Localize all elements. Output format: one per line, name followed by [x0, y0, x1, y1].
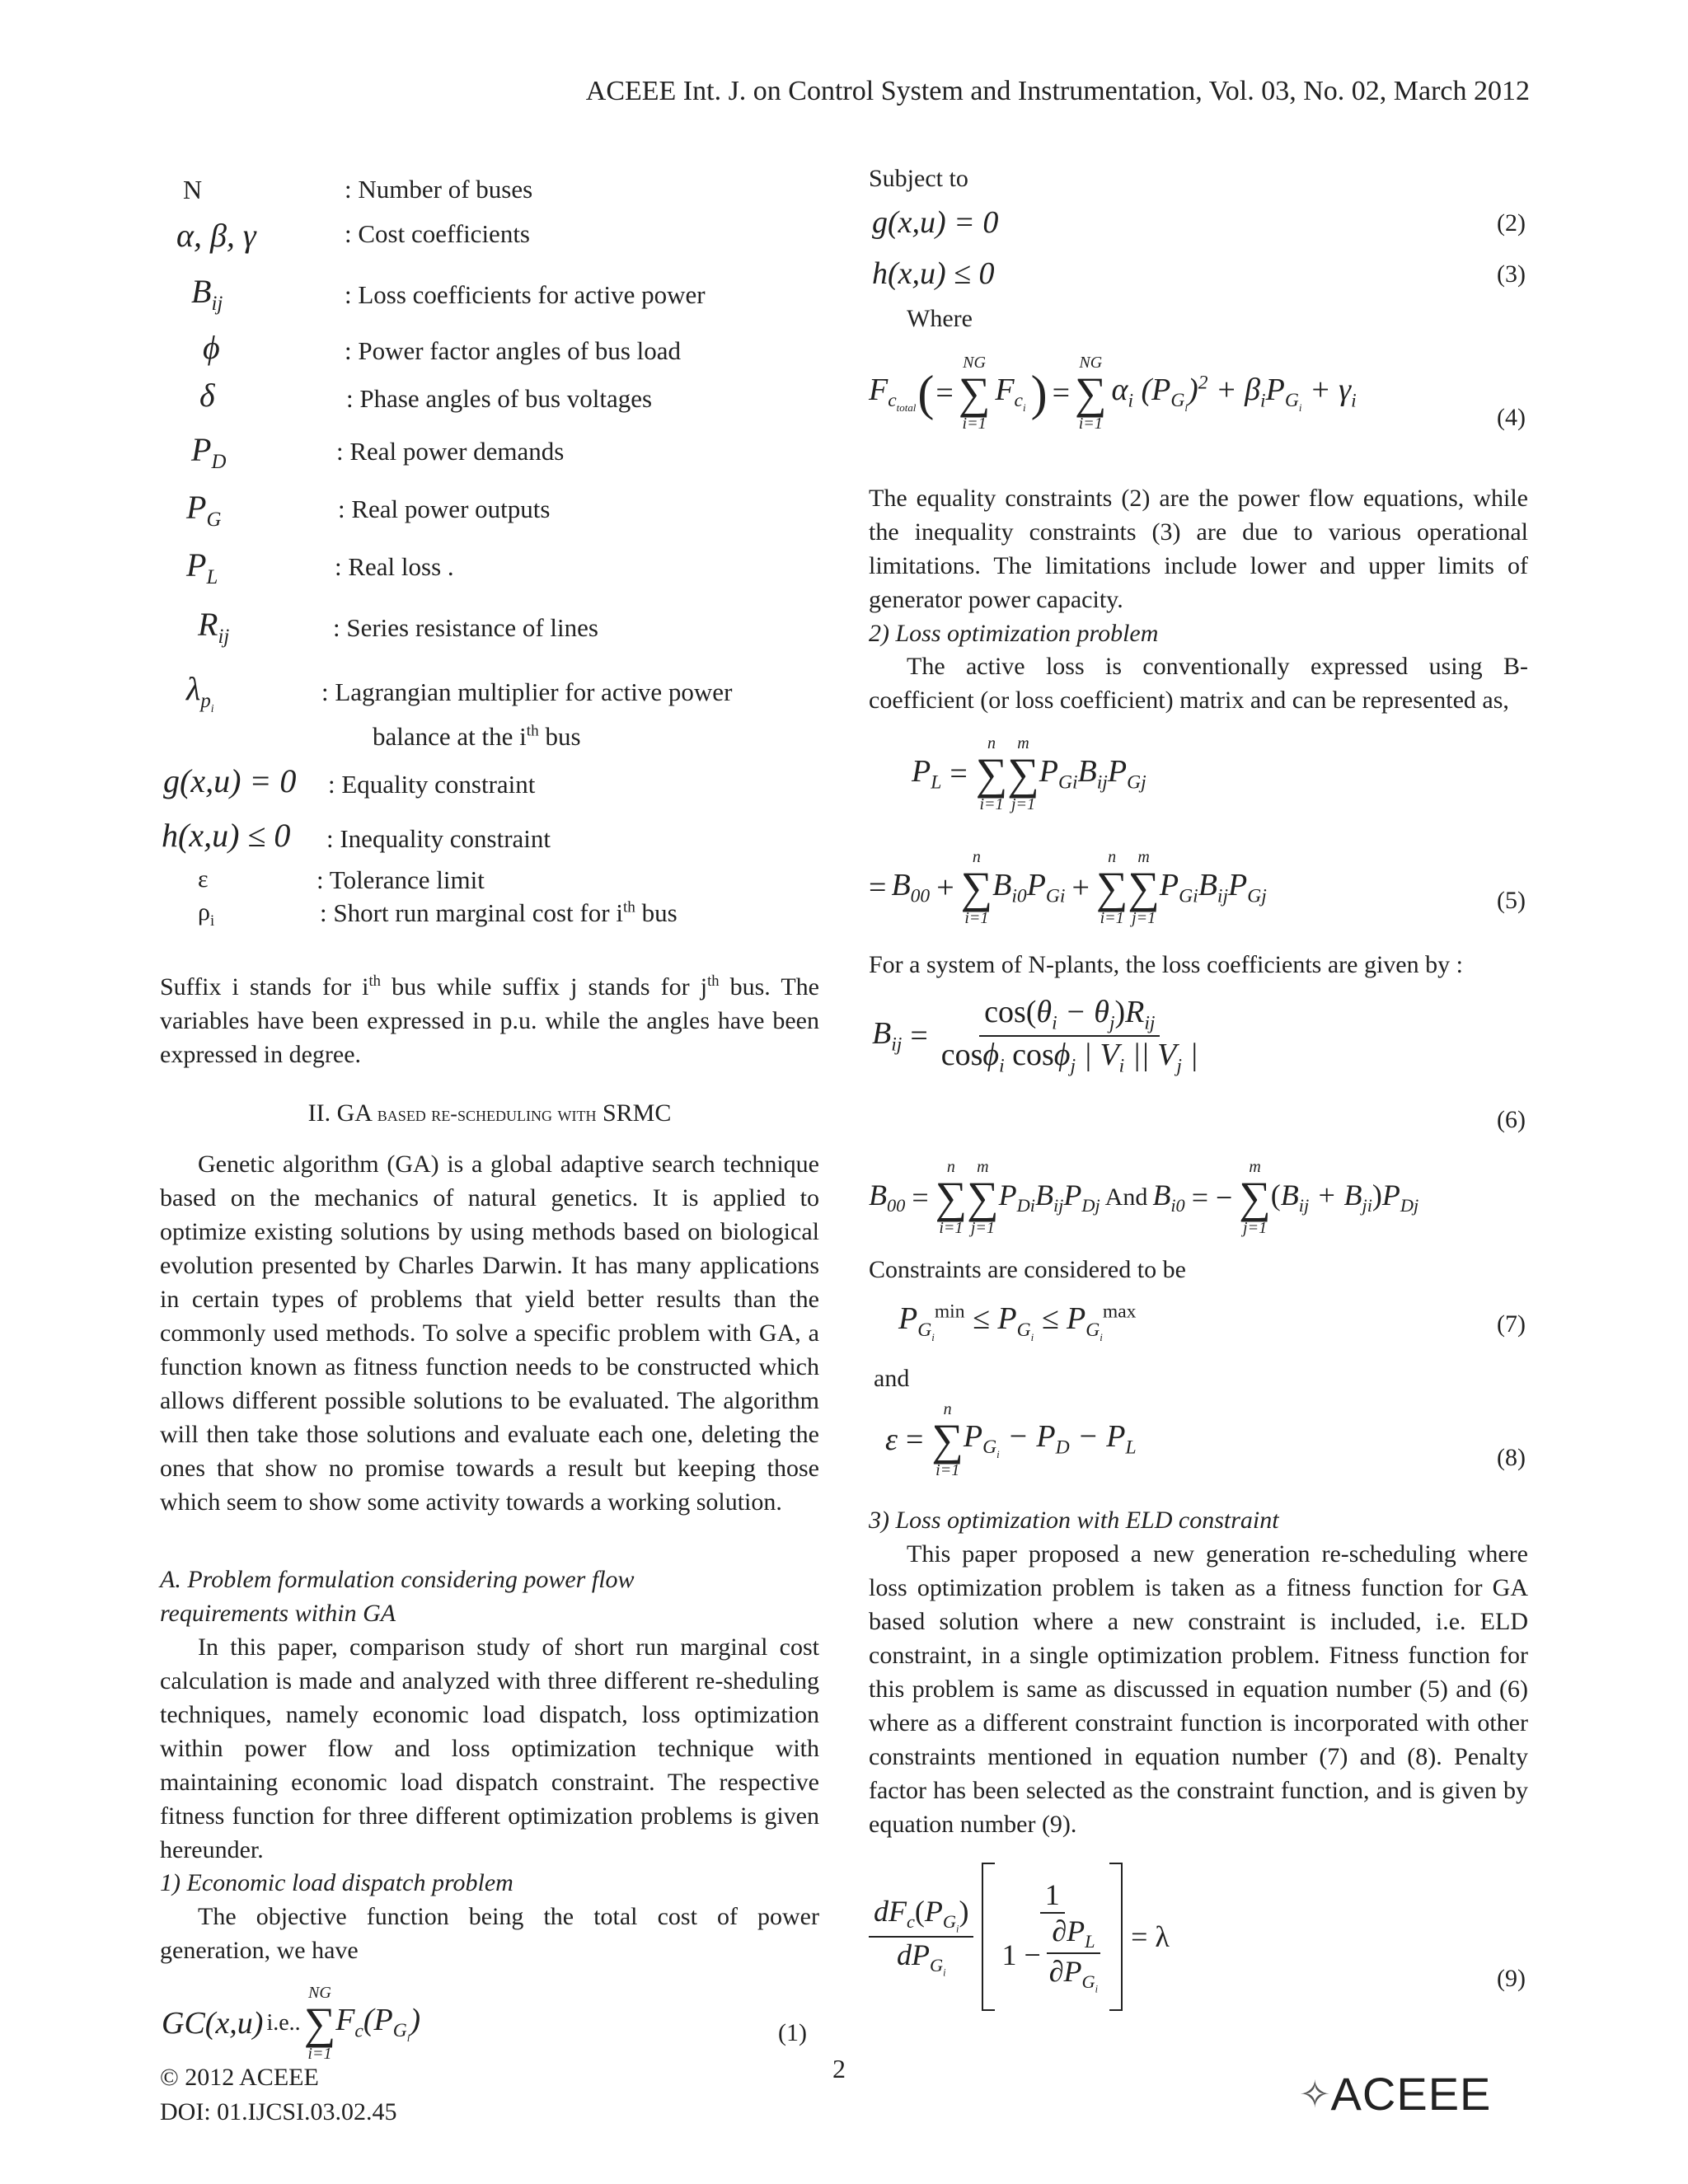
equation-5a: $P_L$ = n ∑ i=1 m ∑ j=1 $P_{Gi}B_{ij}P_{Gj}$: [912, 734, 1146, 813]
ga-paragraph: Genetic algorithm (GA) is a global adaptive search technique based on the mechanics of natural genetics. It is applied to optimize existing solutions by using methods based on biological evolution presented by Charles Darwin. It has many applications in certain types of problems that yield better results than the commonly used methods. To solve a specific problem with GA, a function known as fitness function needs to be constructed which allows different possible solutions to be evaluated. The algorithm will then take those solutions and evaluate each one, deleting the ones that show no promise towards a result but keeping those which seem to show some activity towards a working solution.: [160, 1151, 819, 1516]
equation-9-number: (9): [1497, 1965, 1526, 1992]
subsection-2-title: 2) Loss optimization problem: [869, 620, 1159, 647]
nom-def-pg: : Real power outputs: [338, 494, 551, 523]
nom-sym-cost: α, β, γ: [176, 217, 256, 254]
doi: DOI: 01.IJCSI.03.02.45: [160, 2098, 397, 2125]
nom-sym-pl: $P_L$: [186, 546, 218, 588]
nom-def-pl: : Real loss .: [335, 552, 454, 581]
subsection-a-paragraph: In this paper, comparison study of short run marginal cost calculation is made and analyzed with three different re-sheduling techniques, namely economic load dispatch, loss optimization within power flow and loss optimization technique with maintaining economic load dispatch constraint. The respective fitness function for three different optimization problems is given hereunder.: [160, 1633, 819, 1863]
nom-sym-rho: $\rho_i$: [198, 898, 215, 930]
nom-sym-pd: $P_D$: [191, 431, 227, 473]
suffix-paragraph: Suffix i stands for $i^{th}$ bus while suffix j stands for $j^{th}$ bus. The variables have been expressed in p.u. while the angles have been expressed in degree.: [160, 972, 819, 1068]
section-heading: II. GA based re-scheduling with SRMC: [307, 1099, 672, 1127]
nom-def-rij: : Series resistance of lines: [333, 613, 598, 642]
nom-sym-eps: ε: [198, 865, 209, 893]
nom-sym-pg: $P_G$: [186, 489, 222, 531]
equation-8-number: (8): [1497, 1444, 1526, 1471]
equation-1: GC(x,u) i.e.. NG ∑ i=1 $F_c(P_{G_i})$: [162, 1984, 421, 2063]
equation-7: $P_{G_i}^{min} \le P_{G_i} \le P_{G_i}^{max}$: [898, 1301, 1137, 1343]
equation-1-number: (1): [778, 2019, 807, 2046]
subsection-1-paragraph: The objective function being the total cost of power generation, we have: [160, 1903, 819, 1964]
equation-7-number: (7): [1497, 1310, 1526, 1338]
equality-paragraph: The equality constraints (2) are the power flow equations, while the inequality constraints (3) are due to various operational limitations. The limitations include lower and upper limits of generator power capacity.: [869, 485, 1528, 613]
nom-sym-bij: $B_{ij}$: [191, 273, 223, 315]
aceee-logo: ✧ ACEEE: [1299, 2068, 1492, 2120]
nom-sym-phi: ϕ: [203, 329, 220, 366]
loss-paragraph: The active loss is conventionally expressed using B-coefficient (or loss coefficient) matrix and can be represented as,: [869, 653, 1528, 714]
and-label: and: [874, 1365, 910, 1392]
equation-2: g(x,u) = 0: [872, 205, 999, 240]
nom-def-rho: : Short run marginal cost for $i^{th}$ bus: [320, 898, 678, 927]
journal-header: ACEEE Int. J. on Control System and Instrumentation, Vol. 03, No. 02, March 2012: [585, 76, 1530, 106]
nom-sym-rij: $R_{ij}$: [198, 606, 230, 648]
nom-def-delta: : Phase angles of bus voltages: [346, 384, 653, 413]
subsection-1-title: 1) Economic load dispatch problem: [160, 1869, 513, 1896]
equation-6: $B_{ij}$ = $\frac{\cos(\theta_i - \theta_j)R_{ij}}{\cos\phi_i \cos\phi_j | V_i || V_j |}$: [872, 995, 1198, 1077]
nom-def-ineq: : Inequality constraint: [326, 824, 551, 853]
equation-3-number: (3): [1497, 260, 1526, 288]
subject-to: Subject to: [869, 165, 968, 192]
nom-def-lambda: : Lagrangian multiplier for active power: [321, 677, 733, 706]
nom-def-n: : Number of buses: [345, 175, 533, 204]
nom-sym-n: N: [183, 175, 203, 204]
nom-sym-lambda: $\lambda_{p_i}$: [186, 670, 214, 715]
equation-8: ε = n ∑ i=1 $P_{G_i} - P_D - P_L$: [885, 1400, 1137, 1479]
equation-4: $F_{c_{total}}$ ( = NG ∑ i=1 $F_{c_i}$ ) = NG ∑ i=1 $\alpha_i$ $(P_{G_i})^2 + \beta_iP_{G_i} + \gamma_i$: [869, 354, 1357, 433]
eld-paragraph: This paper proposed a new generation re-scheduling where loss optimization problem is taken as a fitness function for GA based solution where a new constraint is included, i.e. ELD constraint, in a single optimization problem. Fitness function for this problem is same as discussed in equation number (5) and (6) where as a different constraint function is incorporated with other constraints mentioned in equation number (7) and (8). Penalty factor has been selected as the constraint function, and is given by equation number (9).: [869, 1540, 1528, 1838]
nom-def-eps: : Tolerance limit: [316, 865, 485, 894]
nom-def-pd: : Real power demands: [336, 437, 565, 466]
nom-def-phi: : Power factor angles of bus load: [345, 336, 682, 365]
nom-def-lambda-cont: balance at the $i^{th}$ bus: [373, 722, 581, 751]
nom-sym-ineq: h(x,u) ≤ 0: [162, 817, 291, 854]
star-logo-icon: ✧: [1299, 2073, 1331, 2116]
n-plants-paragraph: For a system of N-plants, the loss coefficients are given by :: [869, 951, 1463, 978]
subsection-3-title: 3) Loss optimization with ELD constraint: [869, 1507, 1279, 1534]
nom-def-cost: : Cost coefficients: [345, 219, 530, 248]
page-number: 2: [832, 2054, 846, 2083]
where-label: Where: [907, 305, 973, 332]
equation-5: = $B_{00}$ + n ∑ i=1 $B_{i0}P_{Gi}$ + n ∑ i=1 m ∑ j=1 $P_{Gi}B_{ij}P_{Gj}$: [869, 848, 1267, 927]
equation-9: $\frac{dF_c(P_{G_i})}{dP_{G_i}}$ 1 1 − $\frac{\partial P_L}{\partial P_{G_i}}$ = λ: [869, 1863, 1170, 2011]
copyright: © 2012 ACEEE: [160, 2064, 319, 2091]
nom-def-eq: : Equality constraint: [328, 770, 536, 799]
equation-5-number: (5): [1497, 887, 1526, 914]
subsection-a-title: A. Problem formulation considering power flow requirements within GA: [160, 1566, 635, 1627]
equation-6-number: (6): [1497, 1106, 1526, 1133]
constraints-label: Constraints are considered to be: [869, 1256, 1186, 1283]
equation-b00: $B_{00}$ = n ∑ i=1 m ∑ j=1 $P_{Di}B_{ij}P_{Dj}$ And $B_{i0}$ = − m ∑ j=1 $(B_{ij} + B_{ji})P_{Dj}$: [869, 1158, 1419, 1237]
nom-sym-delta: δ: [199, 377, 215, 414]
nom-def-bij: : Loss coefficients for active power: [345, 280, 706, 309]
equation-4-number: (4): [1497, 404, 1526, 431]
nom-sym-eq: g(x,u) = 0: [163, 762, 297, 799]
equation-3: h(x,u) ≤ 0: [872, 256, 995, 291]
equation-2-number: (2): [1497, 209, 1526, 237]
